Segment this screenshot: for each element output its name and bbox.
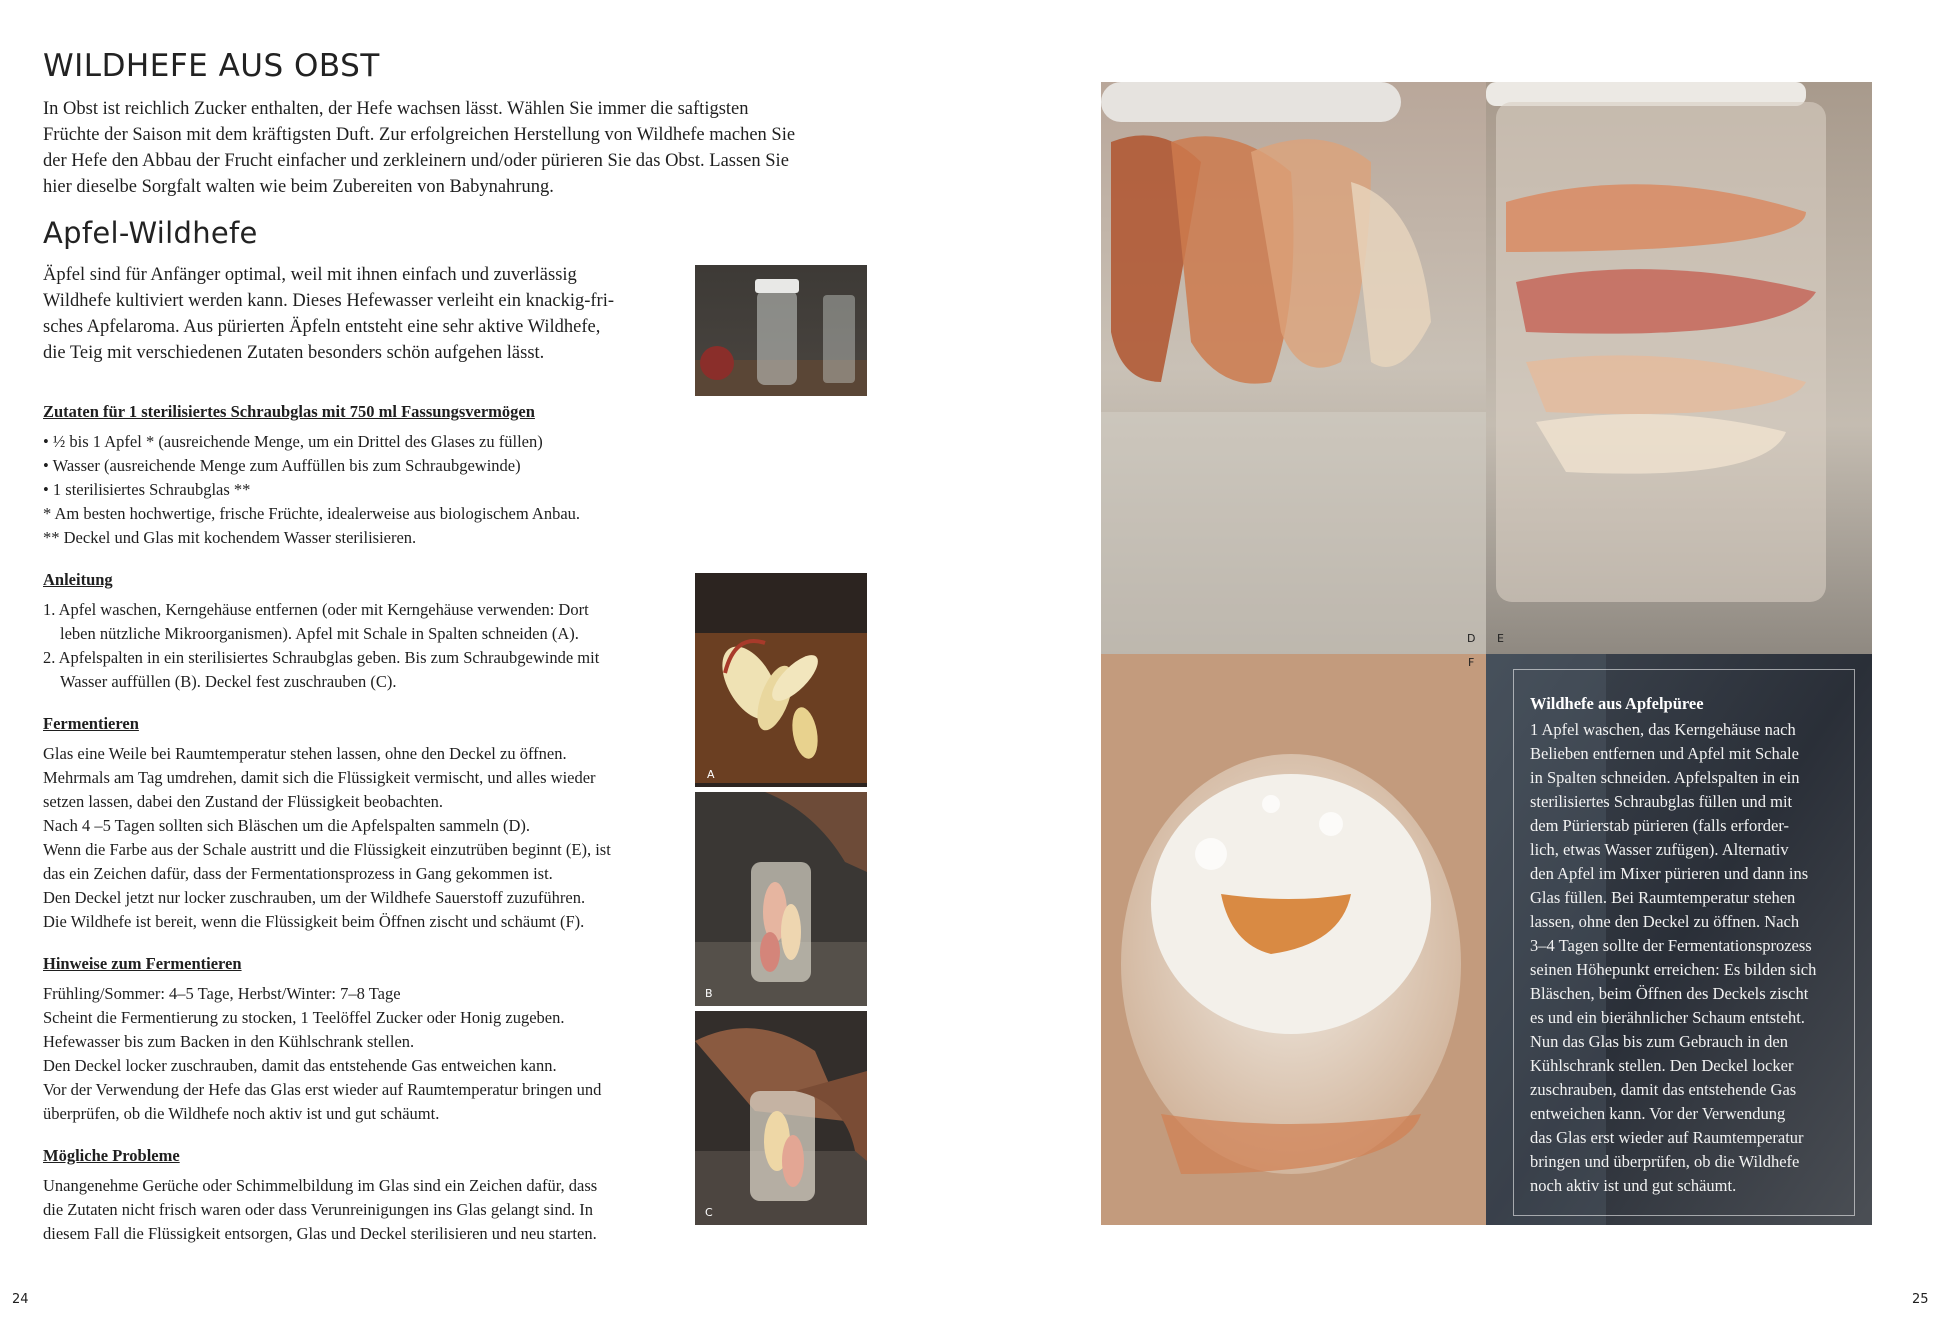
sidebar-title: Wildhefe aus Apfelpüree (1530, 694, 1704, 713)
sidebar-text (1530, 718, 1846, 1198)
page-number-left: 24 (12, 1292, 29, 1307)
text-line: Nach 4 –5 Tagen sollten sich Bläschen um die Apfelspalten sammeln (D). (43, 816, 531, 835)
intro-line: In Obst ist reichlich Zucker enthalten, der Hefe wachsen lässt. Wählen Sie immer die saftigsten (43, 99, 749, 119)
recipe-description (43, 262, 683, 366)
sidebar-line: den Apfel im Mixer pürieren und dann ins (1530, 864, 1809, 883)
page-number-right: 25 (1912, 1292, 1929, 1307)
sidebar-line: noch aktiv ist und gut schäumt. (1530, 1176, 1737, 1195)
instructions-heading: Anleitung (43, 570, 113, 589)
sidebar-line: Kühlschrank stellen. Den Deckel locker (1530, 1056, 1794, 1075)
fermenting-text (43, 742, 683, 934)
section-heading: WILDHEFE AUS OBST (43, 48, 380, 84)
sidebar-line: seinen Höhepunkt erreichen: Es bilden sich (1530, 960, 1817, 979)
text-line: Frühling/Sommer: 4–5 Tage, Herbst/Winter: 7–8 Tage (43, 984, 401, 1003)
recipe-desc-line: sches Apfelaroma. Aus pürierten Äpfeln entsteht eine sehr aktive Wildhefe, (43, 317, 601, 337)
ingredients-list (43, 430, 683, 550)
intro-line: Früchte der Saison mit dem kräftigsten Duft. Zur erfolgreichen Herstellung von Wildhefe machen Sie (43, 125, 796, 145)
photo-jars-apple (695, 265, 867, 396)
photo-step-a (695, 573, 867, 787)
photo-label-b: B (705, 987, 713, 1000)
sidebar-line: sterilisiertes Schraubglas füllen und mit (1530, 792, 1793, 811)
recipe-desc-line: die Teig mit verschiedenen Zutaten besonders schön aufgehen lässt. (43, 343, 545, 363)
list-item: • ½ bis 1 Apfel * (ausreichende Menge, um ein Drittel des Glases zu füllen) (43, 432, 543, 451)
text-line: Wenn die Farbe aus der Schale austritt und die Flüssigkeit einzutrüben beginnt (E), ist (43, 840, 611, 859)
list-item: • Wasser (ausreichende Menge zum Auffüllen bis zum Schraubgewinde) (43, 456, 521, 475)
text-line: diesem Fall die Flüssigkeit entsorgen, Glas und Deckel sterilisieren und neu starten. (43, 1224, 597, 1243)
text-line: Unangenehme Gerüche oder Schimmelbildung im Glas sind ein Zeichen dafür, dass (43, 1176, 598, 1195)
photo-step-c (695, 1011, 867, 1225)
sidebar-line: Bläschen, beim Öffnen des Deckels zischt (1530, 984, 1809, 1003)
sidebar-line: dem Pürierstab pürieren (falls erforder- (1530, 816, 1789, 835)
photo-jar-f (1101, 654, 1486, 1225)
text-line: das ein Zeichen dafür, dass der Fermentationsprozess in Gang gekommen ist. (43, 864, 553, 883)
instruction-line: 2. Apfelspalten in ein sterilisiertes Schraubglas geben. Bis zum Schraubgewinde mit (43, 648, 600, 667)
sidebar-line: Belieben entfernen und Apfel mit Schale (1530, 744, 1799, 763)
sidebar-line: 1 Apfel waschen, das Kerngehäuse nach (1530, 720, 1796, 739)
problems-heading: Mögliche Probleme (43, 1146, 180, 1165)
photo-jar-e (1486, 82, 1872, 654)
tips-heading: Hinweise zum Fermentieren (43, 954, 242, 973)
photo-label-c: C (705, 1206, 713, 1219)
photo-label-e: E (1497, 632, 1504, 645)
recipe-desc-line: Äpfel sind für Anfänger optimal, weil mit ihnen einfach und zuverlässig (43, 265, 577, 285)
sidebar-line: das Glas erst wieder auf Raumtemperatur (1530, 1128, 1804, 1147)
recipe-desc-line: Wildhefe kultiviert werden kann. Dieses Hefewasser verleiht ein knackig-fri- (43, 291, 614, 311)
intro-line: hier dieselbe Sorgfalt walten wie beim Zubereiten von Babynahrung. (43, 177, 554, 197)
recipe-title: Apfel-Wildhefe (43, 216, 258, 250)
text-line: Den Deckel jetzt nur locker zuschrauben, um der Wildhefe Sauerstoff zuzuführen. (43, 888, 586, 907)
instruction-line: leben nützliche Mikroorganismen). Apfel mit Schale in Spalten schneiden (A). (60, 624, 579, 643)
sidebar-line: Glas füllen. Bei Raumtemperatur stehen (1530, 888, 1796, 907)
photo-label-f: F (1468, 656, 1475, 669)
text-line: setzen lassen, dabei den Zustand der Flüssigkeit beobachten. (43, 792, 444, 811)
photo-step-b (695, 792, 867, 1006)
instruction-line: Wasser auffüllen (B). Deckel fest zuschrauben (C). (60, 672, 397, 691)
text-line: Vor der Verwendung der Hefe das Glas erst wieder auf Raumtemperatur bringen und (43, 1080, 602, 1099)
photo-jar-d (1101, 82, 1486, 654)
intro-line: der Hefe den Abbau der Frucht einfacher und zerkleinern und/oder pürieren Sie das Obst. Lassen Sie (43, 151, 789, 171)
text-line: Hefewasser bis zum Backen in den Kühlschrank stellen. (43, 1032, 415, 1051)
text-line: Mehrmals am Tag umdrehen, damit sich die Flüssigkeit vermischt, und alles wieder (43, 768, 596, 787)
intro-paragraph (43, 96, 873, 200)
sidebar-line: Nun das Glas bis zum Gebrauch in den (1530, 1032, 1788, 1051)
text-line: Den Deckel locker zuschrauben, damit das entstehende Gas entweichen kann. (43, 1056, 557, 1075)
sidebar-line: zuschrauben, damit das entstehende Gas (1530, 1080, 1797, 1099)
sidebar-line: bringen und überprüfen, ob die Wildhefe (1530, 1152, 1800, 1171)
footnote: * Am besten hochwertige, frische Früchte, idealerweise aus biologischem Anbau. (43, 504, 581, 523)
sidebar-line: in Spalten schneiden. Apfelspalten in ein (1530, 768, 1800, 787)
photo-label-a: A (707, 768, 715, 781)
photo-label-d: D (1467, 632, 1476, 645)
text-line: Glas eine Weile bei Raumtemperatur stehen lassen, ohne den Deckel zu öffnen. (43, 744, 567, 763)
text-line: Die Wildhefe ist bereit, wenn die Flüssigkeit beim Öffnen zischt und schäumt (F). (43, 912, 585, 931)
sidebar-line: 3–4 Tagen sollte der Fermentationsprozess (1530, 936, 1812, 955)
sidebar-line: lassen, ohne den Deckel zu öffnen. Nach (1530, 912, 1800, 931)
list-item: • 1 sterilisiertes Schraubglas ** (43, 480, 251, 499)
footnote: ** Deckel und Glas mit kochendem Wasser sterilisieren. (43, 528, 417, 547)
fermenting-heading: Fermentieren (43, 714, 139, 733)
instruction-line: 1. Apfel waschen, Kerngehäuse entfernen (oder mit Kerngehäuse verwenden: Dort (43, 600, 589, 619)
problems-text (43, 1174, 683, 1246)
text-line: überprüfen, ob die Wildhefe noch aktiv ist und gut schäumt. (43, 1104, 440, 1123)
sidebar-line: lich, etwas Wasser zufügen). Alternativ (1530, 840, 1789, 859)
tips-text (43, 982, 683, 1126)
sidebar-line: entweichen kann. Vor der Verwendung (1530, 1104, 1786, 1123)
text-line: Scheint die Fermentierung zu stocken, 1 Teelöffel Zucker oder Honig zugeben. (43, 1008, 565, 1027)
ingredients-heading: Zutaten für 1 sterilisiertes Schraubglas mit 750 ml Fassungsvermögen (43, 402, 535, 421)
sidebar-line: es und ein bierähnlicher Schaum entsteht. (1530, 1008, 1805, 1027)
instructions-list (43, 598, 683, 694)
text-line: die Zutaten nicht frisch waren oder dass Verunreinigungen ins Glas gelangt sind. In (43, 1200, 594, 1219)
